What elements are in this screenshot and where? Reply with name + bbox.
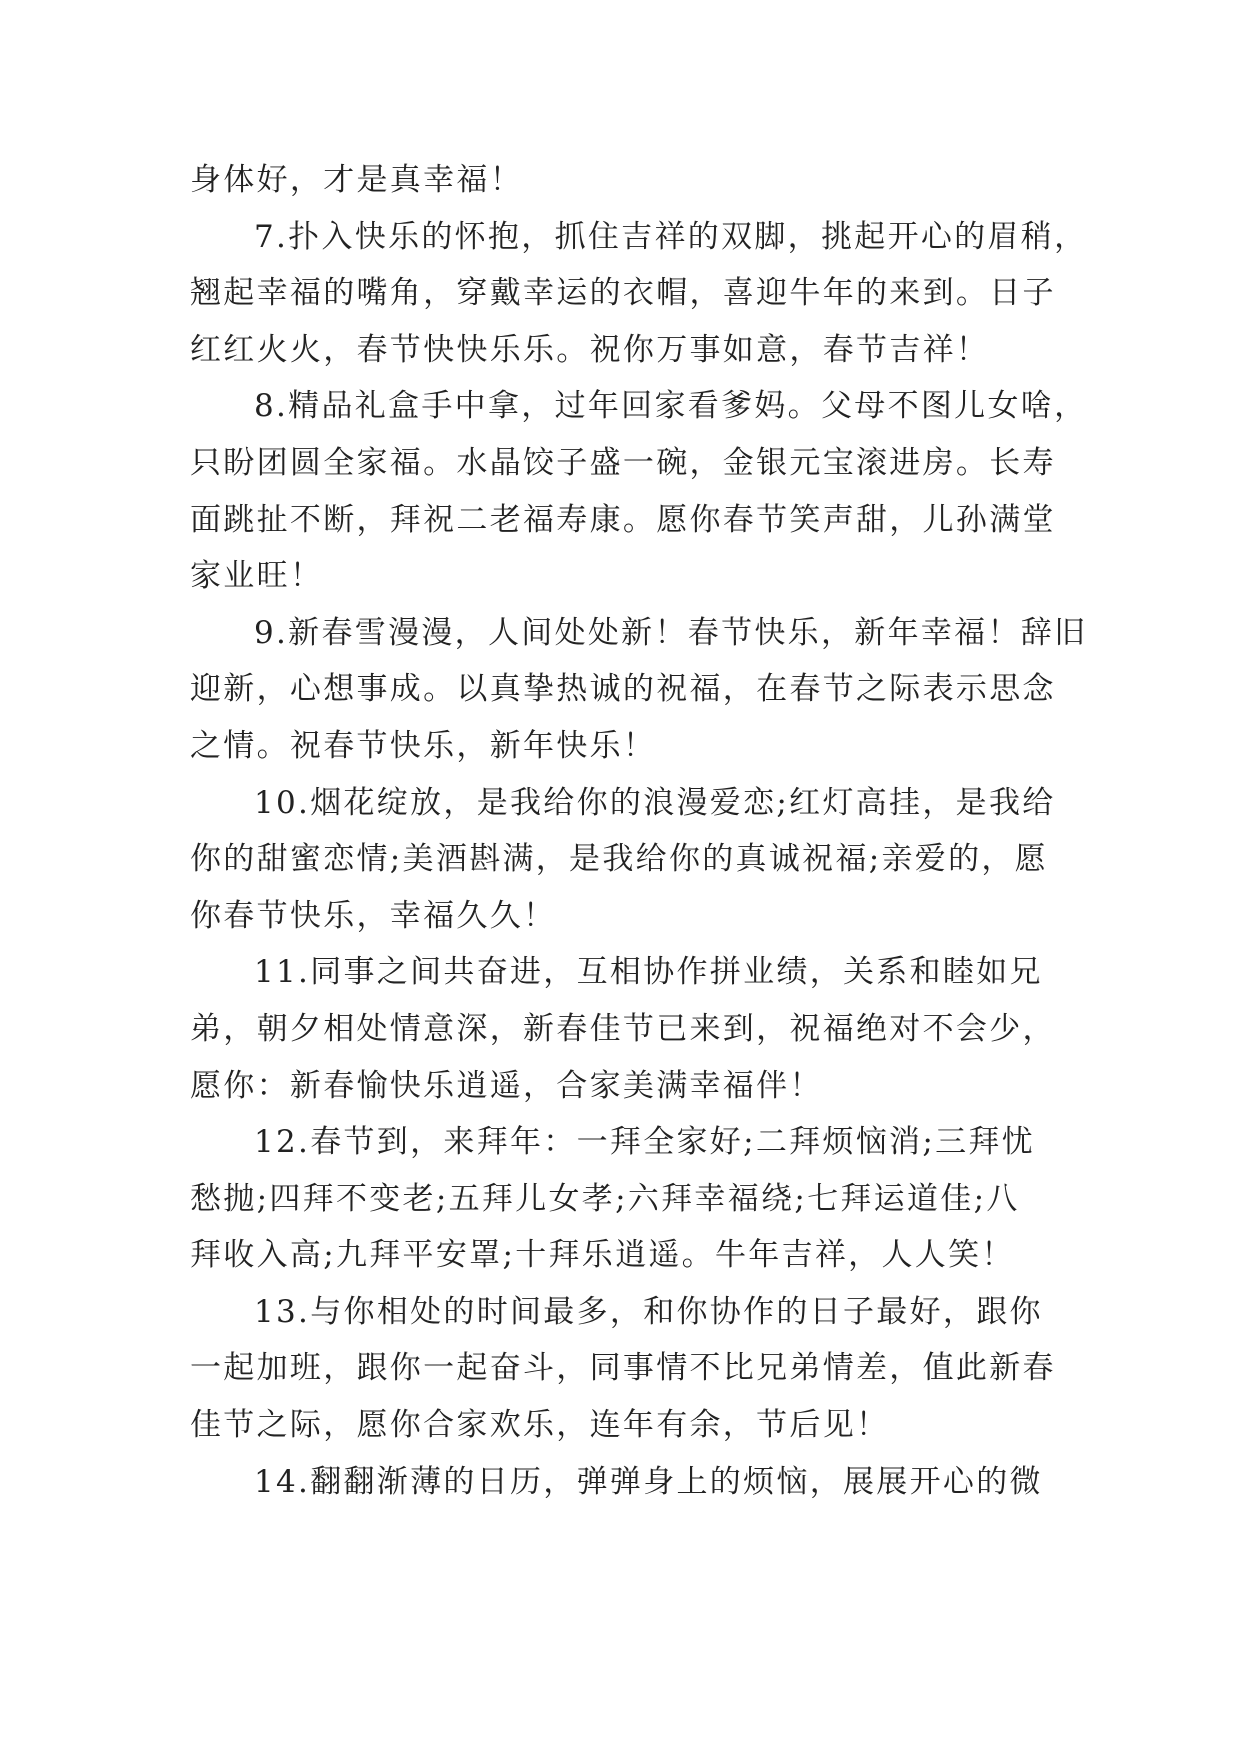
item-13-line-3: 佳节之际，愿你合家欢乐，连年有余，节后见！ xyxy=(190,1407,890,1444)
item-11-line-1: 11.同事之间共奋进，互相协作拼业绩，关系和睦如兄 xyxy=(254,954,1043,991)
item-13-line-2: 一起加班，跟你一起奋斗，同事情不比兄弟情差，值此新春 xyxy=(190,1350,1056,1387)
item-10-line-2: 你的甜蜜恋情;美酒斟满，是我给你的真诚祝福;亲爱的，愿 xyxy=(190,841,1048,878)
item-10-line-1: 10.烟花绽放，是我给你的浪漫爱恋;红灯高挂，是我给 xyxy=(254,784,1056,821)
item-11-line-2: 弟，朝夕相处情意深，新春佳节已来到，祝福绝对不会少， xyxy=(190,1010,1056,1047)
text-line: 身体好，才是真幸福！ xyxy=(190,162,523,198)
item-8-line-2: 只盼团圆全家福。水晶饺子盛一碗，金银元宝滚进房。长寿 xyxy=(190,444,1056,481)
item-12-line-2: 愁抛;四拜不变老;五拜儿女孝;六拜幸福绕;七拜运道佳;八 xyxy=(190,1180,1020,1217)
document-body xyxy=(190,152,1088,1510)
item-7-line-2: 翘起幸福的嘴角，穿戴幸运的衣帽，喜迎牛年的来到。日子 xyxy=(190,275,1056,312)
item-9-line-2: 迎新，心想事成。以真挚热诚的祝福，在春节之际表示思念 xyxy=(190,671,1056,708)
item-9-line-1: 9.新春雪漫漫，人间处处新！春节快乐，新年幸福！辞旧 xyxy=(254,614,1088,651)
item-8-line-3: 面跳扯不断，拜祝二老福寿康。愿你春节笑声甜，儿孙满堂 xyxy=(190,501,1056,538)
item-8-line-1: 8.精品礼盒手中拿，过年回家看爹妈。父母不图儿女啥， xyxy=(254,388,1088,425)
item-8-line-4: 家业旺！ xyxy=(190,558,324,595)
item-11-line-3: 愿你：新春愉快乐逍遥，合家美满幸福伴！ xyxy=(190,1067,823,1104)
item-13-line-1: 13.与你相处的时间最多，和你协作的日子最好，跟你 xyxy=(254,1293,1043,1330)
item-12-line-3: 拜收入高;九拜平安罩;十拜乐逍遥。牛年吉祥，人人笑！ xyxy=(190,1237,1015,1274)
item-14-line-1: 14.翻翻渐薄的日历，弹弹身上的烦恼，展展开心的微 xyxy=(254,1463,1043,1500)
item-7-line-1: 7.扑入快乐的怀抱，抓住吉祥的双脚，挑起开心的眉稍， xyxy=(254,218,1088,255)
item-10-line-3: 你春节快乐，幸福久久！ xyxy=(190,897,557,934)
item-12-line-1: 12.春节到，来拜年：一拜全家好;二拜烦恼消;三拜忧 xyxy=(254,1124,1035,1161)
item-7-line-3: 红红火火，春节快快乐乐。祝你万事如意，春节吉祥！ xyxy=(190,331,990,368)
item-9-line-3: 之情。祝春节快乐，新年快乐！ xyxy=(190,727,657,764)
